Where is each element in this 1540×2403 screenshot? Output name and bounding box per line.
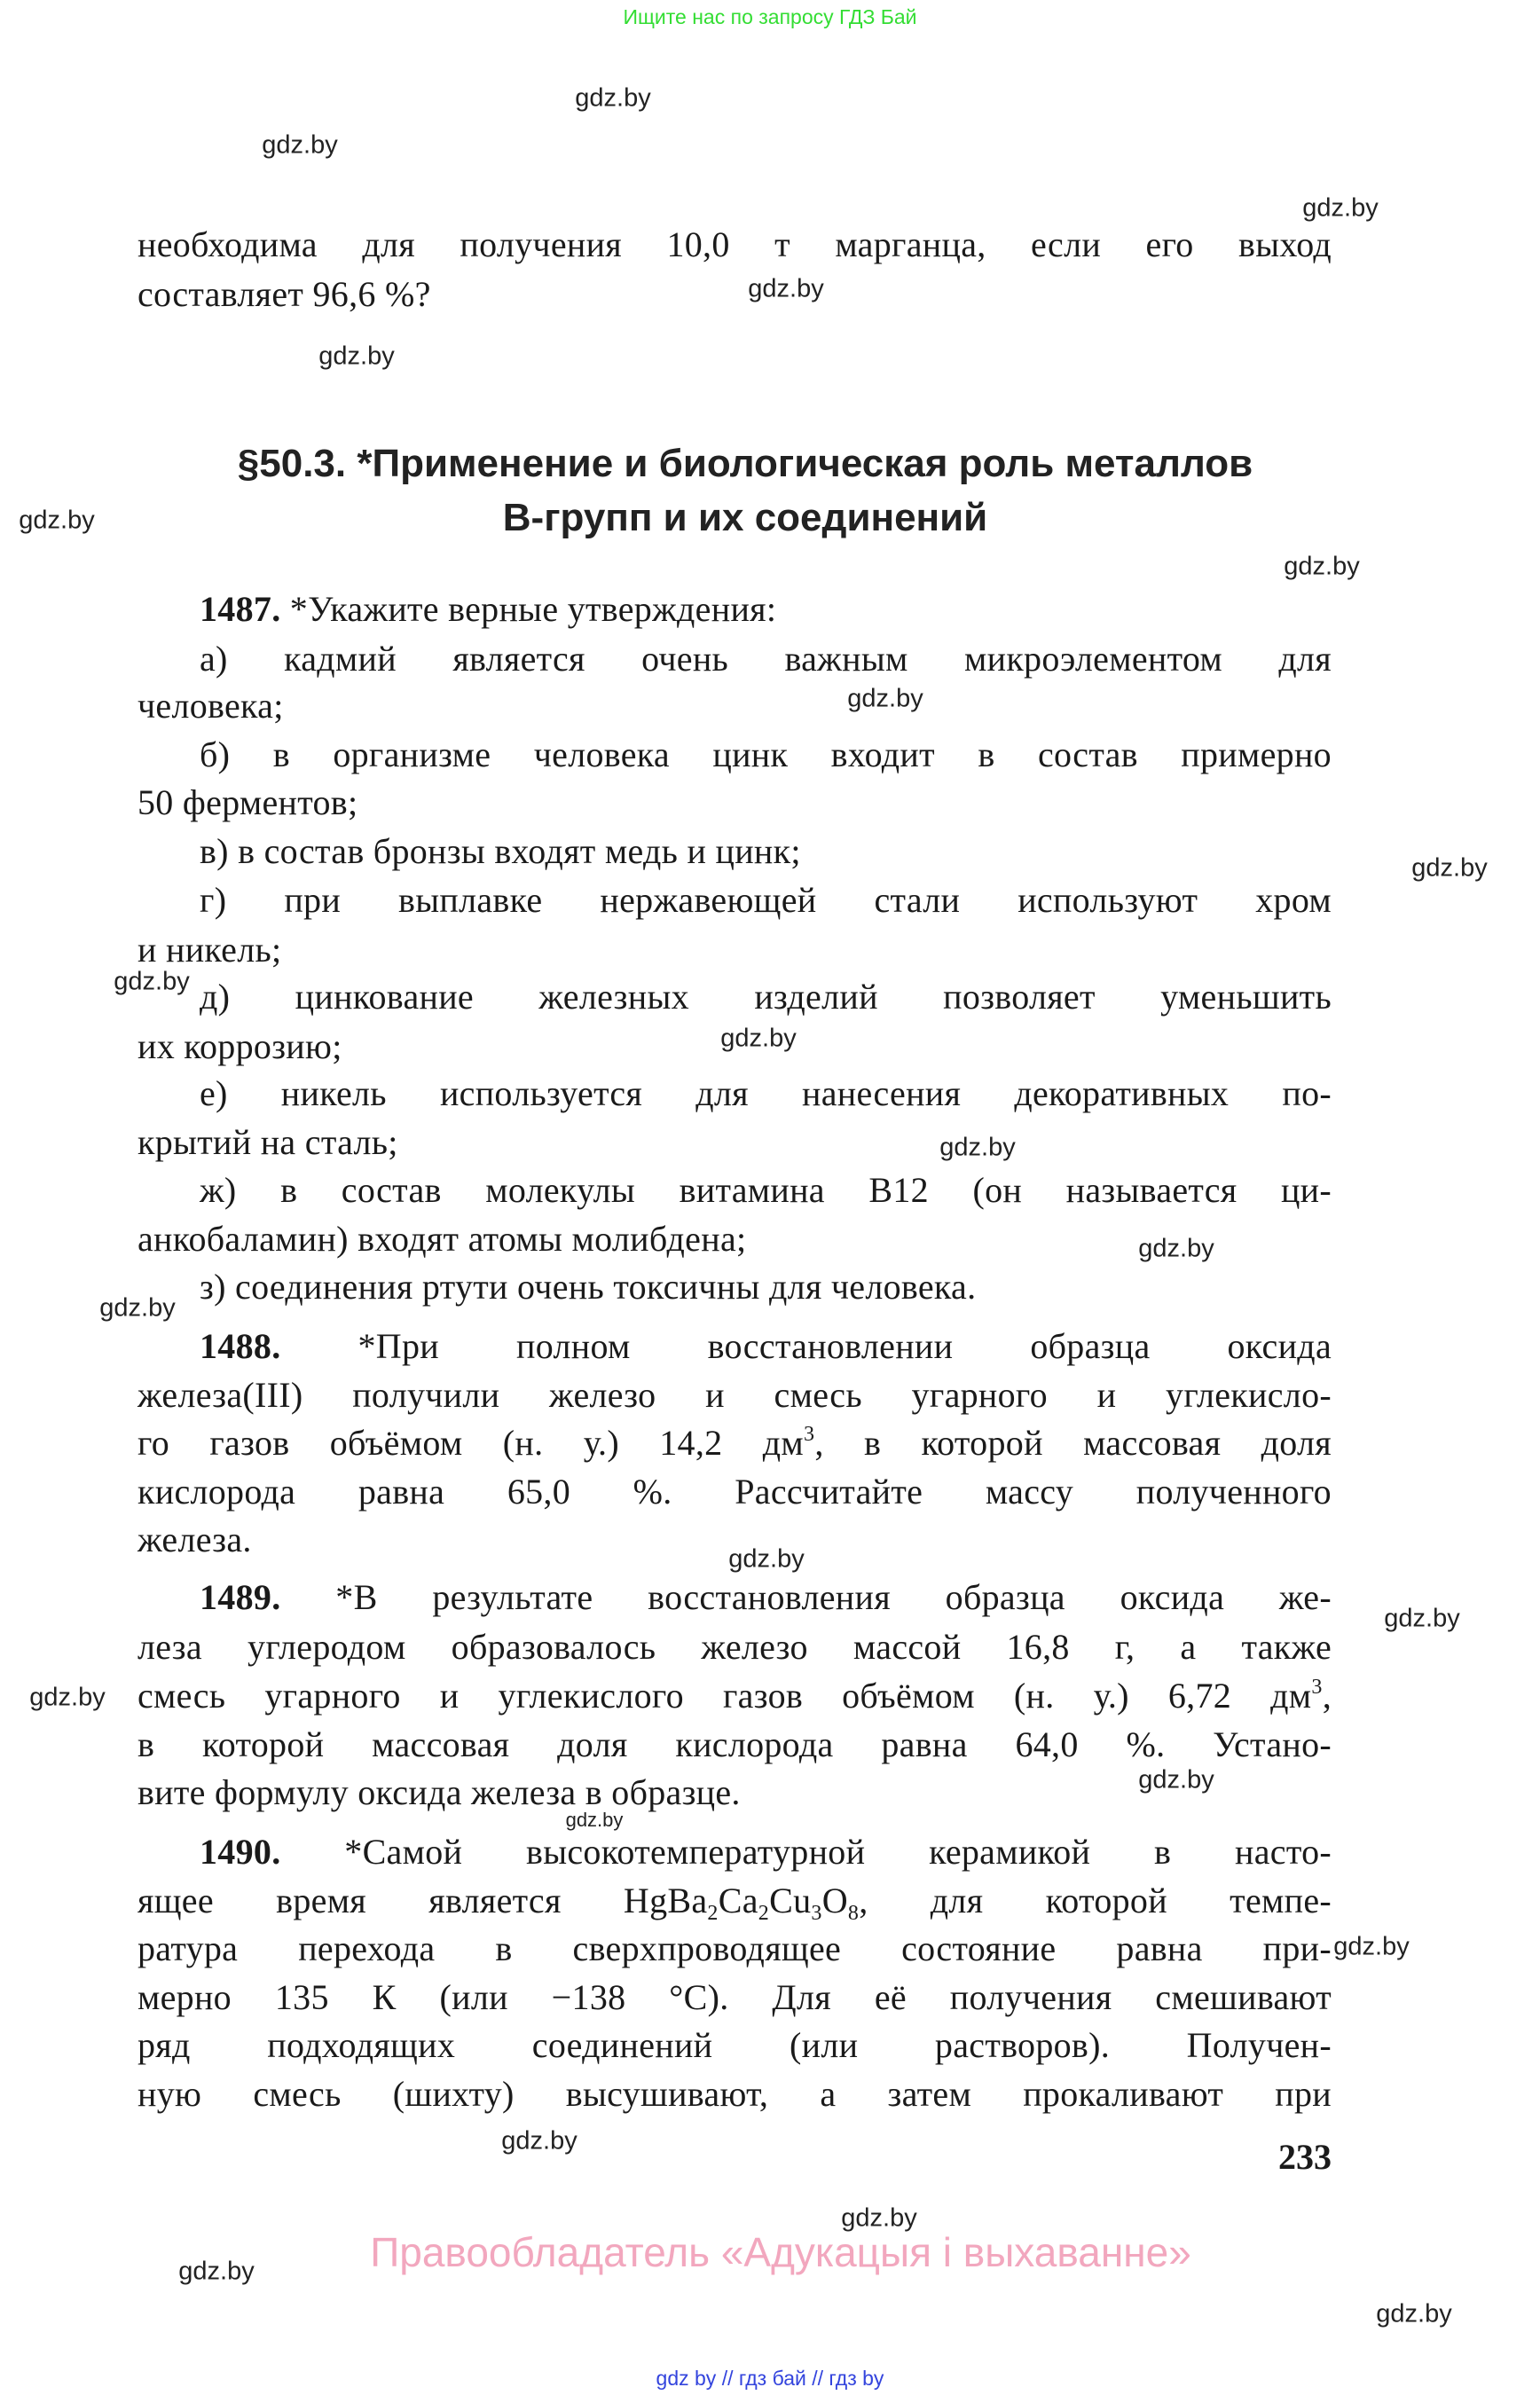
text: смесь угарного и углекислого газов объёмом (н. у.) 6,72 дм	[138, 1676, 1312, 1716]
watermark: gdz.by	[178, 2257, 255, 2286]
watermark: gdz.by	[575, 83, 651, 113]
subscript: 2	[758, 1902, 770, 1925]
top-banner-link[interactable]: Ищите нас по запросу ГДЗ Бай	[623, 5, 917, 28]
text: Ca	[718, 1881, 758, 1920]
text-line: вите формулу оксида железа в образце.	[138, 1772, 741, 1812]
text-line: человека;	[138, 686, 284, 726]
superscript: 3	[1311, 1676, 1323, 1699]
text: O	[821, 1881, 848, 1920]
watermark: gdz.by	[841, 2203, 917, 2233]
text-line: 50 ферментов;	[138, 782, 358, 822]
text-line: крытий на сталь;	[138, 1122, 398, 1162]
section-title: §50.3. *Применение и биологическая роль металлов	[237, 442, 1253, 485]
text: *При полном восстановлении образца оксида	[280, 1326, 1332, 1366]
answer-option-b: б) в организме человека цинк входит в состав примерно	[200, 734, 1332, 774]
text-line: составляет 96,6 %?	[138, 274, 431, 314]
watermark: gdz.by	[720, 1024, 797, 1053]
text-line	[138, 1674, 1332, 1718]
problem-1487-line	[200, 587, 1332, 632]
answer-option-v: в) в состав бронзы входят медь и цинк;	[200, 831, 801, 871]
watermark: gdz.by	[1411, 853, 1488, 883]
watermark: gdz.by	[501, 2126, 578, 2156]
problem-number: 1487.	[200, 589, 281, 629]
watermark: gdz.by	[19, 506, 95, 535]
watermark: gdz.by	[99, 1293, 176, 1323]
text-line	[138, 1421, 1332, 1465]
watermark: gdz.by	[728, 1544, 805, 1574]
text-line: и никель;	[138, 930, 282, 970]
text: Cu	[769, 1881, 812, 1920]
answer-option-zh: ж) в состав молекулы витамина B12 (он называется ци-	[200, 1170, 1332, 1210]
watermark: gdz.by	[1284, 552, 1360, 581]
text-line: мерно 135 К (или −138 °C). Для её получения смешивают	[138, 1977, 1332, 2017]
problem-number: 1490.	[200, 1832, 281, 1872]
section-title: В-групп и их соединений	[502, 496, 988, 539]
watermark: gdz.by	[262, 130, 338, 160]
rights-holder-notice: Правообладатель «Адукацыя і выхаванне»	[370, 2229, 1191, 2275]
text: *Самой высокотемпературной керамикой в насто-	[280, 1832, 1332, 1872]
watermark: gdz.by	[1302, 193, 1379, 223]
text: ,	[1322, 1676, 1332, 1716]
text: , для которой темпе-	[859, 1881, 1332, 1920]
superscript: 3	[804, 1423, 815, 1446]
formula-line	[138, 1879, 1332, 1923]
text: *Укажите верные утверждения:	[280, 589, 777, 629]
text-line: их коррозию;	[138, 1026, 342, 1066]
page-number: 233	[1278, 2137, 1332, 2177]
text-line: железа(III) получили железо и смесь угарного и углекисло-	[138, 1375, 1332, 1415]
watermark: gdz.by	[1138, 1234, 1214, 1263]
problem-number: 1488.	[200, 1326, 281, 1366]
answer-option-e: е) никель используется для нанесения декоративных по-	[200, 1073, 1332, 1113]
answer-option-g: г) при выплавке нержавеющей стали используют хром	[200, 880, 1332, 920]
watermark: gdz.by	[1376, 2299, 1452, 2328]
problem-1489-line	[200, 1575, 1332, 1620]
text: *В результате восстановления образца оксида же-	[280, 1577, 1332, 1617]
watermark: gdz.by	[748, 274, 824, 303]
subscript: 2	[707, 1902, 719, 1925]
watermark: gdz.by	[29, 1683, 106, 1712]
watermark: gdz.by	[939, 1133, 1016, 1162]
text-line: анкобаламин) входят атомы молибдена;	[138, 1219, 747, 1259]
watermark: gdz.by	[1333, 1932, 1410, 1961]
watermark: gdz.by	[114, 967, 190, 996]
answer-option-z: з) соединения ртути очень токсичны для человека.	[200, 1267, 977, 1307]
text-line: ную смесь (шихту) высушивают, а затем прокаливают при	[138, 2074, 1332, 2114]
footer-links[interactable]: gdz by // гдз бай // гдз by	[656, 2367, 884, 2390]
text-line: необходима для получения 10,0 т марганца, если его выход	[138, 224, 1332, 264]
problem-1488-line	[200, 1324, 1332, 1369]
problem-number: 1489.	[200, 1577, 281, 1617]
watermark: gdz.by	[847, 684, 923, 713]
problem-1490-line	[200, 1830, 1332, 1874]
text-line: в которой массовая доля кислорода равна 64,0 %. Устано-	[138, 1724, 1332, 1764]
text: ящее время является HgBa	[138, 1881, 708, 1920]
watermark: gdz.by	[565, 1809, 624, 1831]
answer-option-d: д) цинкование железных изделий позволяет уменьшить	[200, 977, 1332, 1017]
watermark: gdz.by	[1384, 1604, 1460, 1633]
text-line: кислорода равна 65,0 %. Рассчитайте массу полученного	[138, 1472, 1332, 1512]
watermark: gdz.by	[1138, 1765, 1214, 1794]
text-line: ряд подходящих соединений (или растворов). Получен-	[138, 2025, 1332, 2065]
subscript: 3	[811, 1902, 822, 1925]
text-line: железа.	[138, 1520, 252, 1559]
answer-option-a: а) кадмий является очень важным микроэлементом для	[200, 639, 1332, 679]
watermark: gdz.by	[318, 342, 395, 371]
text-line: леза углеродом образовалось железо массой 16,8 г, а также	[138, 1627, 1332, 1667]
text: го газов объёмом (н. у.) 14,2 дм	[138, 1423, 805, 1463]
text-line: ратура перехода в сверхпроводящее состояние равна при-	[138, 1928, 1332, 1968]
subscript: 8	[847, 1902, 860, 1925]
text: , в которой массовая доля	[814, 1423, 1332, 1463]
